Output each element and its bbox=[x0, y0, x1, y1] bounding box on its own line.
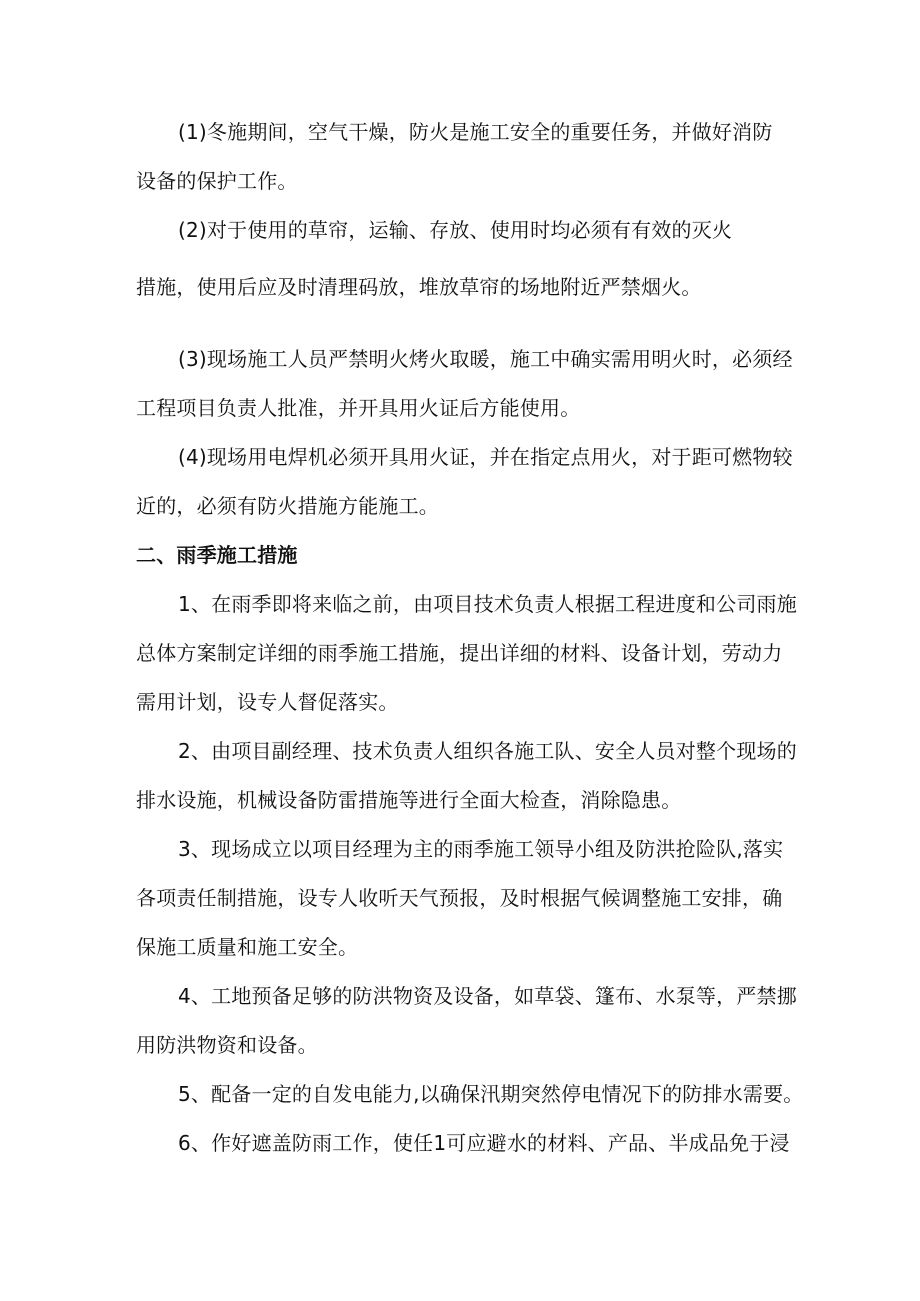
section-heading: 二、雨季施工措施 bbox=[136, 543, 298, 567]
paragraph-line: 2、由项目副经理、技术负责人组织各施工队、安全人员对整个现场的 bbox=[178, 739, 797, 763]
paragraph-line: 措施，使用后应及时清理码放，堆放草帘的场地附近严禁烟火。 bbox=[136, 275, 702, 299]
paragraph-line: (2)对于使用的草帘，运输、存放、使用时均必须有有效的灭火 bbox=[178, 218, 733, 242]
paragraph-line: 1、在雨季即将来临之前，由项目技术负责人根据工程进度和公司雨施 bbox=[178, 592, 797, 616]
paragraph-line: 排水设施，机械设备防雷措施等进行全面大检查，消除隐患。 bbox=[136, 788, 682, 812]
paragraph-line: 总体方案制定详细的雨季施工措施，提出详细的材料、设备计划，劳动力 bbox=[136, 641, 783, 665]
paragraph-line: 保施工质量和施工安全。 bbox=[136, 935, 359, 959]
paragraph-line: 需用计划，设专人督促落实。 bbox=[136, 690, 399, 714]
paragraph-line: 3、现场成立以项目经理为主的雨季施工领导小组及防洪抢险队,落实 bbox=[178, 837, 784, 861]
paragraph-line: 各项责任制措施，设专人收听天气预报，及时根据气候调整施工安排，确 bbox=[136, 886, 783, 910]
paragraph-line: 5、配备一定的自发电能力,以确保汛期突然停电情况下的防排水需要。 bbox=[178, 1082, 804, 1106]
paragraph-line: 6、作好遮盖防雨工作，使任1可应避水的材料、产品、半成品免于浸 bbox=[178, 1131, 790, 1155]
paragraph-line: 工程项目负责人批准，并开具用火证后方能使用。 bbox=[136, 396, 581, 420]
paragraph-line: 近的，必须有防火措施方能施工。 bbox=[136, 494, 439, 518]
paragraph-line: 用防洪物资和设备。 bbox=[136, 1033, 318, 1057]
paragraph-line: 4、工地预备足够的防洪物资及设备，如草袋、篷布、水泵等，严禁挪 bbox=[178, 984, 797, 1008]
paragraph-line: (1)冬施期间，空气干燥，防火是施工安全的重要任务，并做好消防 bbox=[178, 120, 773, 144]
paragraph-line: 设备的保护工作。 bbox=[136, 169, 298, 193]
paragraph-line: (3)现场施工人员严禁明火烤火取暖，施工中确实需用明火时，必须经 bbox=[178, 347, 793, 371]
paragraph-line: (4)现场用电焊机必须开具用火证，并在指定点用火，对于距可燃物较 bbox=[178, 445, 793, 469]
